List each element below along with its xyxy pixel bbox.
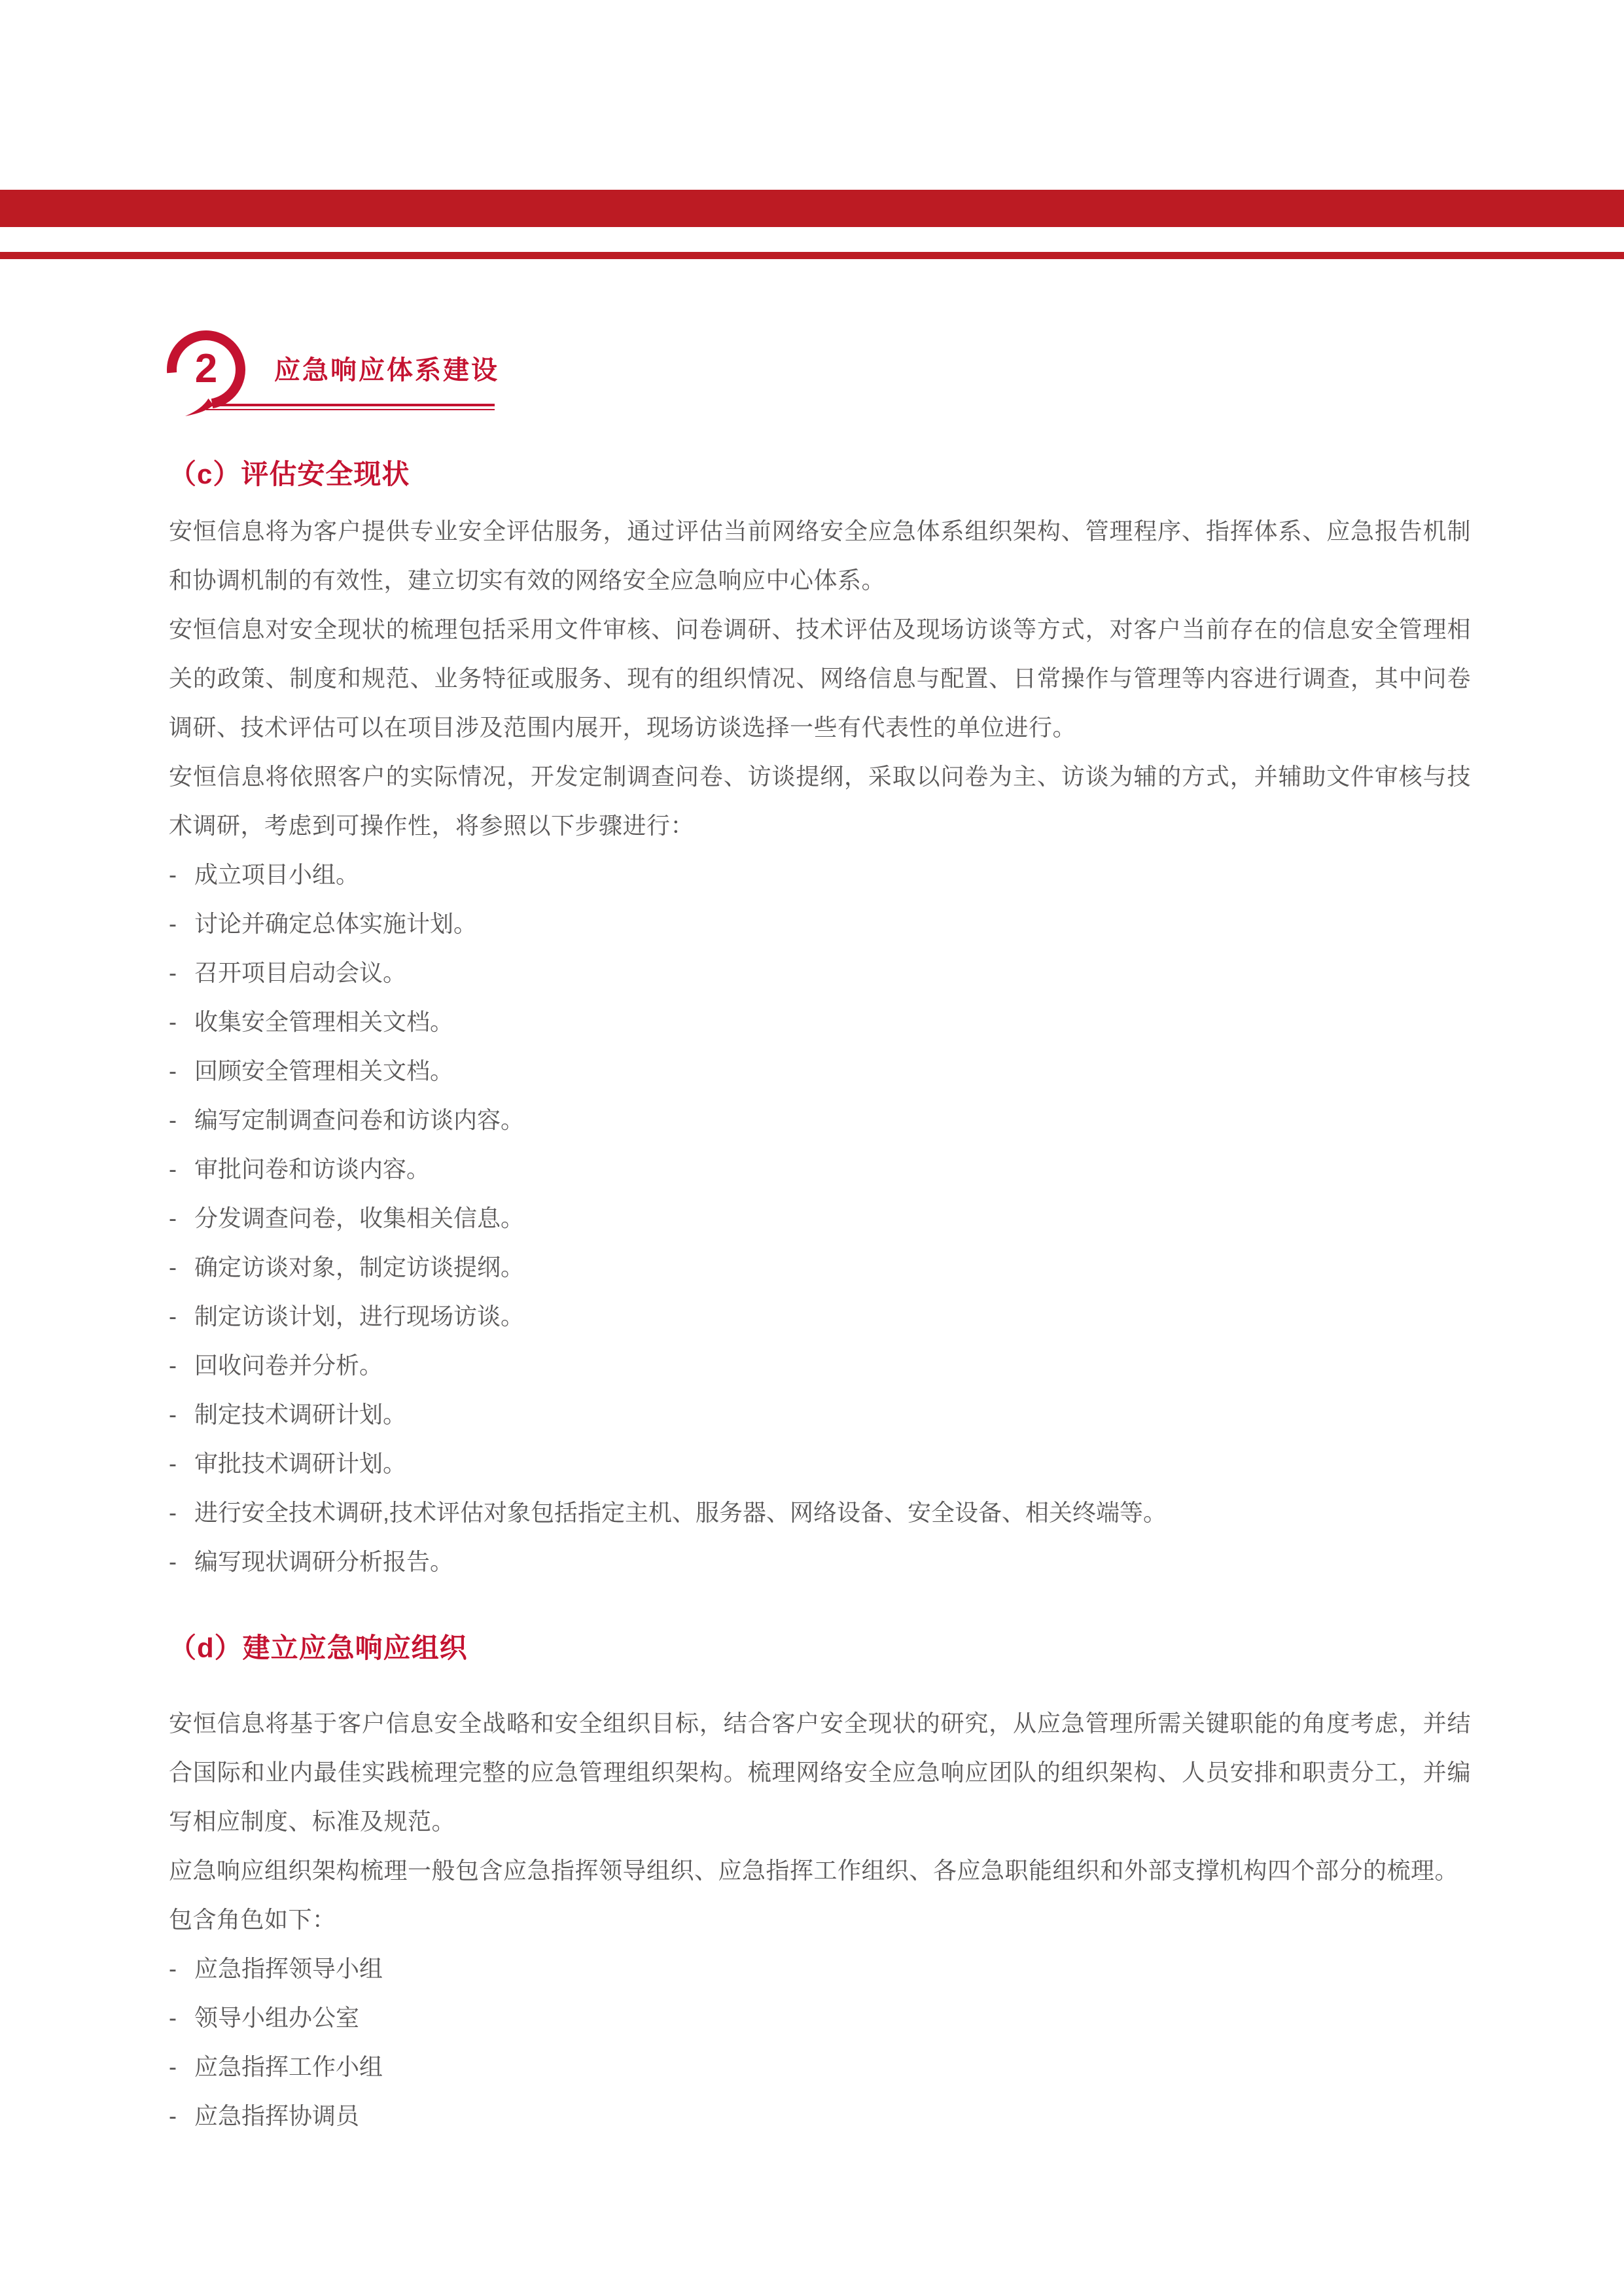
bullet-text: 收集安全管理相关文档。: [194, 1008, 454, 1035]
list-item: [169, 1095, 1471, 1144]
bullet-text: 编写定制调查问卷和访谈内容。: [194, 1106, 525, 1133]
bullet-dash: -: [169, 1008, 177, 1035]
bullet-dash: -: [169, 2053, 177, 2080]
list-item: [169, 1292, 1471, 1341]
bullet-text: 召开项目启动会议。: [194, 959, 407, 986]
bullet-dash: -: [169, 1352, 177, 1379]
list-item: [169, 1439, 1471, 1488]
bullet-dash: -: [169, 910, 177, 937]
bullet-text: 成立项目小组。: [194, 861, 360, 888]
bullet-text: 讨论并确定总体实施计划。: [194, 910, 478, 937]
bullet-text: 审批技术调研计划。: [194, 1450, 407, 1477]
bullet-text: 确定访谈对象，制定访谈提纲。: [194, 1254, 525, 1280]
bullet-dash: -: [169, 1106, 177, 1133]
bullet-dash: -: [169, 861, 177, 888]
bullet-text: 制定访谈计划，进行现场访谈。: [194, 1303, 525, 1330]
bullet-dash: -: [169, 959, 177, 986]
bullet-text: 应急指挥领导小组: [194, 1955, 383, 1982]
bullet-dash: -: [169, 2004, 177, 2031]
list-item: [169, 1144, 1471, 1193]
header-bar-thin: [0, 252, 1624, 259]
list-item: [169, 1243, 1471, 1292]
list-item: [169, 899, 1471, 948]
list-item: [169, 1537, 1471, 1586]
section-d-heading: （d）建立应急响应组织: [169, 1633, 468, 1663]
bullet-dash: -: [169, 1450, 177, 1477]
bullet-text: 制定技术调研计划。: [194, 1401, 407, 1428]
section-d-paragraphs: [169, 1699, 1471, 1944]
bullet-dash: -: [169, 1548, 177, 1575]
bullet-dash: -: [169, 1499, 177, 1526]
bullet-dash: -: [169, 2102, 177, 2129]
bullet-dash: -: [169, 1254, 177, 1280]
paragraph: 安恒信息将为客户提供专业安全评估服务，通过评估当前网络安全应急体系组织架构、管理程序、指挥体系、应急报告机制和协调机制的有效性，建立切实有效的网络安全应急响应中心体系。: [169, 518, 1471, 593]
list-item: [169, 850, 1471, 899]
content-column: [169, 459, 1471, 2140]
list-item: [169, 2042, 1471, 2091]
list-item: [169, 1390, 1471, 1439]
paragraph: 包含角色如下：: [169, 1906, 336, 1933]
bullet-dash: -: [169, 1057, 177, 1084]
bullet-dash: -: [169, 1205, 177, 1231]
section-c: [169, 459, 1471, 1586]
bullet-text: 回收问卷并分析。: [194, 1352, 383, 1379]
bullet-text: 应急指挥协调员: [194, 2102, 360, 2129]
bullet-text: 回顾安全管理相关文档。: [194, 1057, 454, 1084]
list-item: [169, 1193, 1471, 1243]
paragraph: 安恒信息将依照客户的实际情况，开发定制调查问卷、访谈提纲，采取以问卷为主、访谈为辅的方式，并辅助文件审核与技术调研，考虑到可操作性，将参照以下步骤进行：: [169, 763, 1471, 839]
list-item: [169, 948, 1471, 997]
bullet-text: 审批问卷和访谈内容。: [194, 1156, 431, 1182]
section-d-bullets: [169, 1944, 1471, 2140]
section-d: [169, 1633, 1471, 2140]
list-item: [169, 997, 1471, 1046]
chapter-title: 应急响应体系建设: [274, 356, 499, 385]
paragraph: 安恒信息对安全现状的梳理包括采用文件审核、问卷调研、技术评估及现场访谈等方式，对客户当前存在的信息安全管理相关的政策、制度和规范、业务特征或服务、现有的组织情况、网络信息与配置、日常操作与管理等内容进行调查，其中问卷调研、技术评估可以在项目涉及范围内展开，现场访谈选择一些有代表性的单位进行。: [169, 616, 1471, 741]
bullet-dash: -: [169, 1156, 177, 1182]
header-bar-thick: [0, 190, 1624, 227]
bullet-dash: -: [169, 1401, 177, 1428]
paragraph: 应急响应组织架构梳理一般包含应急指挥领导组织、应急指挥工作组织、各应急职能组织和外部支撑机构四个部分的梳理。: [169, 1857, 1459, 1884]
bullet-text: 进行安全技术调研,技术评估对象包括指定主机、服务器、网络设备、安全设备、相关终端等。: [194, 1499, 1167, 1526]
paragraph: 安恒信息将基于客户信息安全战略和安全组织目标，结合客户安全现状的研究，从应急管理所需关键职能的角度考虑，并结合国际和业内最佳实践梳理完整的应急管理组织架构。梳理网络安全应急响应团队的组织架构、人员安排和职责分工，并编写相应制度、标准及规范。: [169, 1710, 1471, 1835]
list-item: [169, 2091, 1471, 2140]
chapter-underline: [206, 404, 495, 410]
chapter-number: 2: [194, 346, 218, 391]
section-c-heading: （c）评估安全现状: [169, 459, 410, 489]
bullet-text: 分发调查问卷，收集相关信息。: [194, 1205, 525, 1231]
list-item: [169, 1944, 1471, 1993]
bullet-dash: -: [169, 1303, 177, 1330]
list-item: [169, 1046, 1471, 1095]
section-c-paragraphs: [169, 506, 1471, 850]
bullet-text: 编写现状调研分析报告。: [194, 1548, 454, 1575]
bullet-dash: -: [169, 1955, 177, 1982]
list-item: [169, 1341, 1471, 1390]
section-c-bullets: [169, 850, 1471, 1586]
bullet-text: 领导小组办公室: [194, 2004, 360, 2031]
list-item: [169, 1993, 1471, 2042]
list-item: [169, 1488, 1471, 1537]
bullet-text: 应急指挥工作小组: [194, 2053, 383, 2080]
